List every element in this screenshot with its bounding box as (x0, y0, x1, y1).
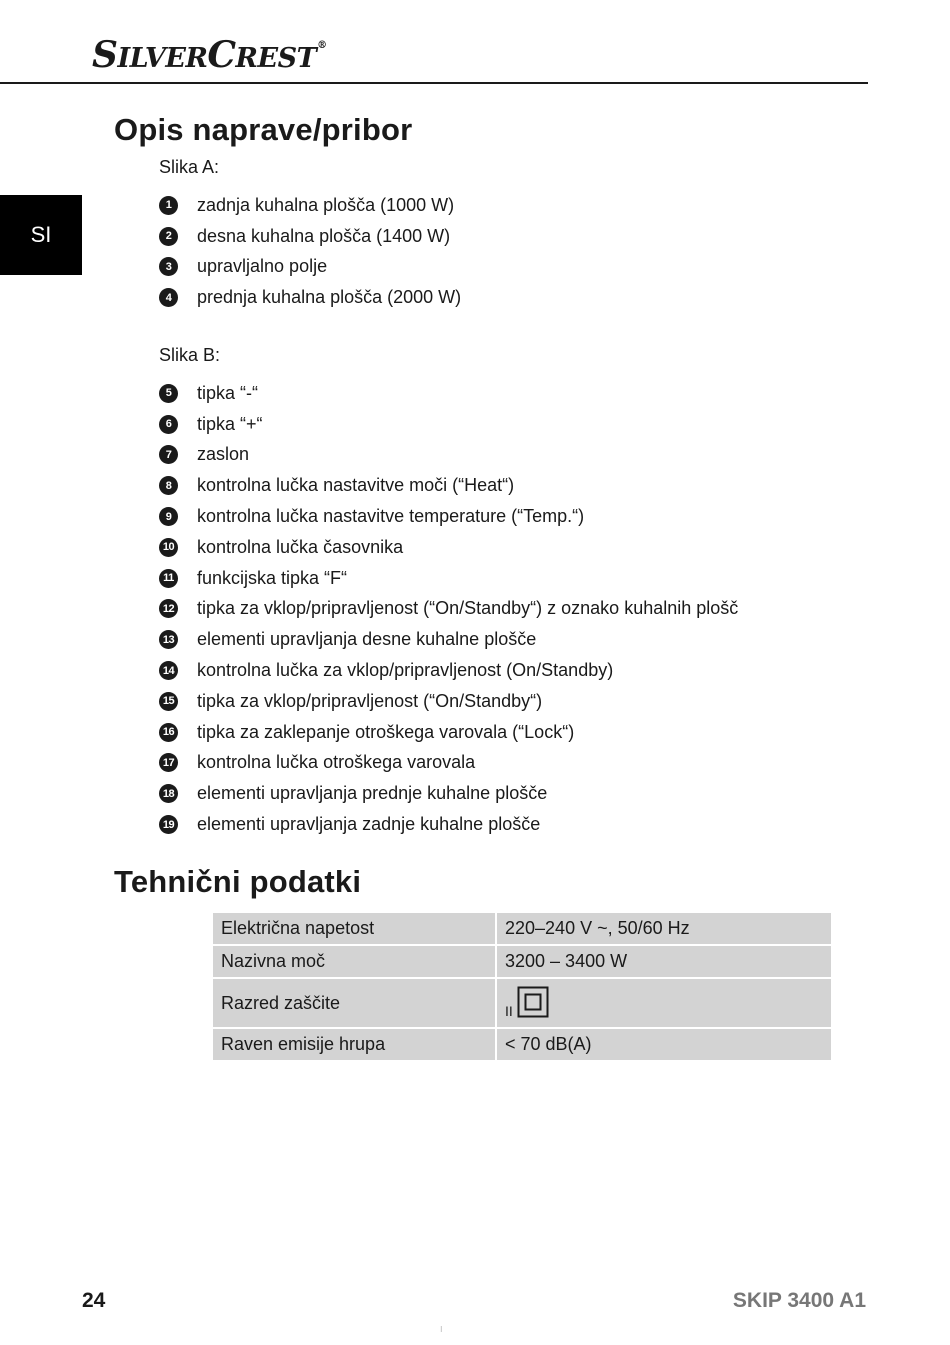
list-item-text: funkcijska tipka “F“ (197, 567, 348, 588)
spec-label: Nazivna moč (212, 945, 496, 978)
number-badge-icon: 11 (159, 569, 178, 588)
logo-letters: REST (235, 43, 317, 74)
list-item-text: tipka “+“ (197, 413, 263, 434)
number-badge-icon: 17 (159, 753, 178, 772)
number-badge-icon: 19 (159, 815, 178, 834)
number-badge-icon: 9 (159, 507, 178, 526)
list-item-text: kontrolna lučka časovnika (197, 536, 404, 557)
section-title-description: Opis naprave/pribor (114, 112, 413, 147)
list-item (159, 440, 738, 471)
number-badge-icon: 18 (159, 784, 178, 803)
logo-letter: S (92, 34, 118, 76)
list-item-text: zaslon (197, 444, 250, 465)
spec-label: Električna napetost (212, 912, 496, 945)
section-title-technical: Tehnični podatki (114, 864, 362, 899)
protection-class-label: II (505, 1002, 513, 1019)
spec-label: Razred zaščite (212, 978, 496, 1028)
double-square-icon (517, 986, 549, 1018)
spec-table (211, 911, 833, 1062)
list-item-text: kontrolna lučka nastavitve temperature (“Temp.“) (197, 506, 585, 527)
list-item (159, 252, 461, 283)
logo-letter: C (207, 34, 236, 76)
protection-class-ii-double-square-icon (505, 986, 549, 1018)
list-item (159, 624, 738, 655)
figure-b-label: Slika B: (159, 345, 221, 365)
number-badge-icon: 4 (159, 288, 178, 307)
list-item-text: kontrolna lučka nastavitve moči (“Heat“) (197, 475, 515, 496)
list-item (159, 748, 738, 779)
list-item-text: elementi upravljanja desne kuhalne plošče (197, 629, 537, 650)
footer-mark: ⁝ (440, 1325, 443, 1334)
number-badge-icon: 1 (159, 196, 178, 215)
list-item-text: elementi upravljanja prednje kuhalne plošče (197, 783, 548, 804)
model-name: SKIP 3400 A1 (732, 1289, 866, 1312)
spec-value: 3200 – 3400 W (496, 945, 832, 978)
number-badge-icon: 3 (159, 257, 178, 276)
list-item (159, 778, 738, 809)
number-badge-icon: 5 (159, 384, 178, 403)
number-badge-icon: 12 (159, 599, 178, 618)
list-item (159, 686, 738, 717)
spec-value: 220–240 V ~, 50/60 Hz (496, 912, 832, 945)
number-badge-icon: 14 (159, 661, 178, 680)
list-item (159, 532, 738, 563)
list-item-text: tipka za zaklepanje otroškega varovala (“Lock“) (197, 721, 575, 742)
list-item (159, 809, 738, 840)
number-badge-icon: 13 (159, 630, 178, 649)
table-row (212, 912, 832, 945)
number-badge-icon: 6 (159, 415, 178, 434)
list-item (159, 221, 461, 252)
list-item (159, 655, 738, 686)
language-tab (0, 195, 82, 275)
list-item (159, 563, 738, 594)
table-row (212, 1028, 832, 1061)
number-badge-icon: 15 (159, 692, 178, 711)
list-item (159, 501, 738, 532)
list-item-text: prednja kuhalna plošča (2000 W) (197, 287, 462, 308)
list-item (159, 594, 738, 625)
logo-letters: ILVER (117, 43, 208, 74)
figure-a-list (159, 190, 461, 313)
list-item-text: elementi upravljanja zadnje kuhalne plošče (197, 814, 541, 835)
list-item-text: desna kuhalna plošča (1400 W) (197, 225, 451, 246)
header-rule (0, 82, 868, 84)
registered-mark: ® (317, 40, 327, 51)
list-item-text: kontrolna lučka za vklop/pripravljenost (On/Standby) (197, 660, 614, 681)
brand-logo (92, 34, 327, 74)
spec-label: Raven emisije hrupa (212, 1028, 496, 1061)
spec-value: < 70 dB(A) (496, 1028, 832, 1061)
list-item-text: tipka za vklop/pripravljenost (“On/Standby“) z oznako kuhalnih plošč (197, 598, 739, 619)
spec-value (496, 978, 832, 1028)
list-item-text: zadnja kuhalna plošča (1000 W) (197, 194, 455, 215)
table-row (212, 945, 832, 978)
figure-b-list (159, 378, 738, 840)
page-number: 24 (82, 1289, 106, 1312)
list-item-text: tipka “-“ (197, 382, 259, 403)
list-item (159, 409, 738, 440)
list-item (159, 717, 738, 748)
number-badge-icon: 10 (159, 538, 178, 557)
language-tab-label: SI (30, 222, 52, 247)
list-item-text: tipka za vklop/pripravljenost (“On/Standby“) (197, 690, 543, 711)
list-item-text: upravljalno polje (197, 256, 328, 277)
number-badge-icon: 16 (159, 723, 178, 742)
number-badge-icon: 7 (159, 445, 178, 464)
list-item (159, 470, 738, 501)
figure-a-label: Slika A: (159, 157, 220, 177)
list-item (159, 190, 461, 221)
list-item (159, 378, 738, 409)
table-row (212, 978, 832, 1028)
list-item-text: kontrolna lučka otroškega varovala (197, 752, 476, 773)
list-item (159, 282, 461, 313)
number-badge-icon: 8 (159, 476, 178, 495)
number-badge-icon: 2 (159, 227, 178, 246)
